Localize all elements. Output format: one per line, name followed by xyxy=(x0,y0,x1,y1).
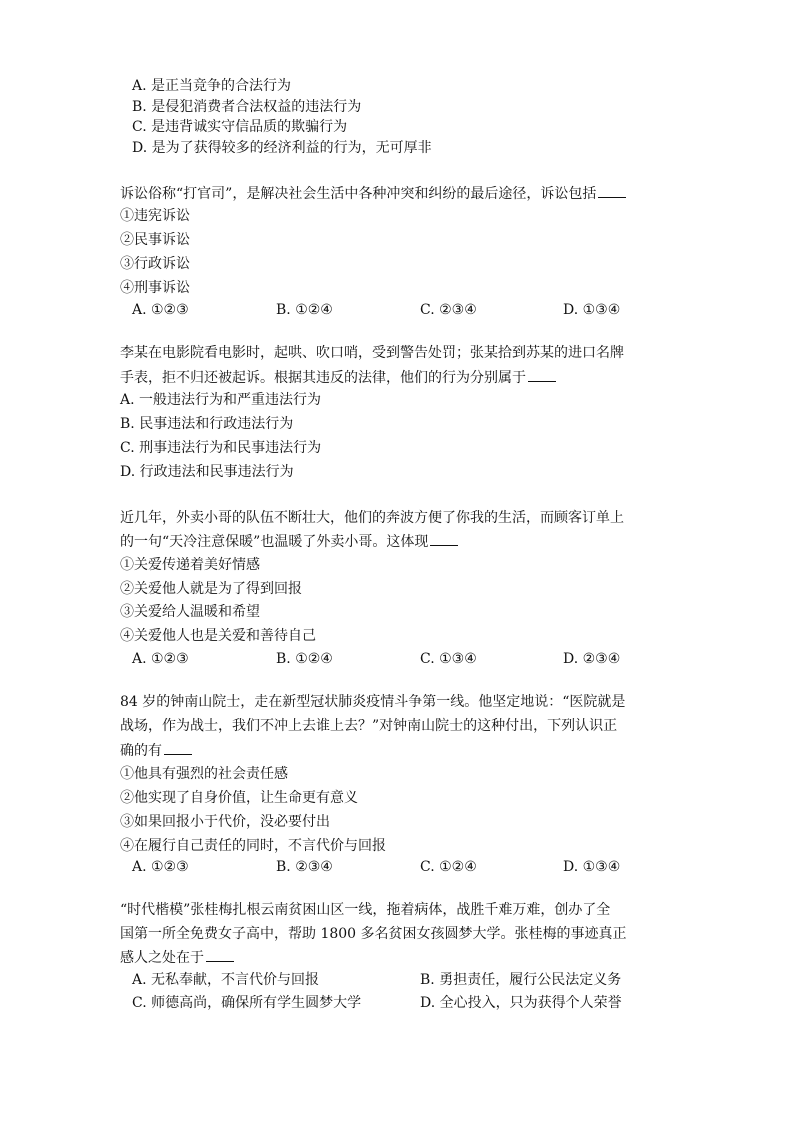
q6-choice-b: B. 勇担责任，履行公民法定义务 xyxy=(420,972,622,988)
q5-choice-a: A. ①②③ xyxy=(132,859,189,875)
q4-choice-c: C. ①③④ xyxy=(420,651,477,667)
q5-stem-line-1: 84 岁的钟南山院士，走在新型冠状肺炎疫情斗争第一线。他坚定地说：“医院就是 xyxy=(120,694,626,710)
q5-choice-b: B. ②③④ xyxy=(276,859,333,875)
q1-option-d: D. 是为了获得较多的经济利益的行为，无可厚非 xyxy=(132,140,432,156)
q4-choice-a: A. ①②③ xyxy=(132,651,189,667)
q3-option-b: B. 民事违法和行政违法行为 xyxy=(120,416,294,432)
q5-item-1: ①他具有强烈的社会责任感 xyxy=(120,766,288,782)
q1-option-c: C. 是违背诚实守信品质的欺骗行为 xyxy=(132,119,348,135)
q4-stem-line-2-text: 的一句“天冷注意保暖”也温暖了外卖小哥。这体现 xyxy=(120,534,429,550)
answer-blank xyxy=(430,531,458,546)
q5-stem-line-3 xyxy=(120,740,192,761)
q3-stem-line-2-text: 手表，拒不归还被起诉。根据其违反的法律，他们的行为分别属于 xyxy=(120,370,526,386)
q2-item-3: ③行政诉讼 xyxy=(120,256,190,272)
q2-item-1: ①违宪诉讼 xyxy=(120,208,190,224)
answer-blank xyxy=(598,183,626,198)
q6-choice-a: A. 无私奉献，不言代价与回报 xyxy=(132,972,320,988)
q4-choice-d: D. ②③④ xyxy=(563,651,621,667)
q6-choice-d: D. 全心投入，只为获得个人荣誉 xyxy=(420,995,622,1011)
q6-stem-line-2: 国第一所全免费女子高中，帮助 1800 多名贫困女孩圆梦大学。张桂梅的事迹真正 xyxy=(120,926,627,942)
q1-option-b: B. 是侵犯消费者合法权益的违法行为 xyxy=(132,99,362,115)
answer-blank xyxy=(164,740,192,755)
q5-item-4: ④在履行自己责任的同时，不言代价与回报 xyxy=(120,838,386,854)
answer-blank xyxy=(206,947,234,962)
q2-stem-text: 诉讼俗称“打官司”，是解决社会生活中各种冲突和纠纷的最后途径，诉讼包括 xyxy=(120,186,597,202)
q2-choice-a: A. ①②③ xyxy=(132,302,189,318)
q6-stem-line-3 xyxy=(120,947,234,968)
q3-stem-line-2 xyxy=(120,367,556,388)
q4-item-2: ②关爱他人就是为了得到回报 xyxy=(120,581,302,597)
q2-stem xyxy=(120,183,626,204)
q5-stem-line-3-text: 确的有 xyxy=(120,743,162,759)
q2-choice-d: D. ①③④ xyxy=(563,302,621,318)
q5-item-2: ②他实现了自身价值，让生命更有意义 xyxy=(120,790,358,806)
q2-choice-c: C. ②③④ xyxy=(420,302,477,318)
q3-stem-line-1: 李某在电影院看电影时，起哄、吹口哨，受到警告处罚；张某拾到苏某的进口名牌 xyxy=(120,345,624,361)
q2-item-2: ②民事诉讼 xyxy=(120,232,190,248)
q5-item-3: ③如果回报小于代价，没必要付出 xyxy=(120,814,330,830)
q4-stem-line-1: 近几年，外卖小哥的队伍不断壮大，他们的奔波方便了你我的生活，而顾客订单上 xyxy=(120,510,624,526)
q4-item-1: ①关爱传递着美好情感 xyxy=(120,557,260,573)
q4-item-4: ④关爱他人也是关爱和善待自己 xyxy=(120,628,316,644)
q4-item-3: ③关爱给人温暖和希望 xyxy=(120,604,260,620)
q4-stem-line-2 xyxy=(120,531,458,552)
q3-option-a: A. 一般违法行为和严重违法行为 xyxy=(120,392,322,408)
q5-choice-c: C. ①②④ xyxy=(420,859,477,875)
q1-option-a: A. 是正当竞争的合法行为 xyxy=(132,78,292,94)
q5-stem-line-2: 战场，作为战士，我们不冲上去谁上去？”对钟南山院士的这种付出，下列认识正 xyxy=(120,718,618,734)
q2-choice-b: B. ①②④ xyxy=(276,302,333,318)
q6-choice-c: C. 师德高尚，确保所有学生圆梦大学 xyxy=(132,995,362,1011)
q6-stem-line-1: “时代楷模”张桂梅扎根云南贫困山区一线，拖着病体，战胜千难万难，创办了全 xyxy=(120,902,611,918)
q2-item-4: ④刑事诉讼 xyxy=(120,280,190,296)
answer-blank xyxy=(528,367,556,382)
q6-stem-line-3-text: 感人之处在于 xyxy=(120,950,204,966)
q3-option-c: C. 刑事违法行为和民事违法行为 xyxy=(120,440,322,456)
q5-choice-d: D. ①③④ xyxy=(563,859,621,875)
q3-option-d: D. 行政违法和民事违法行为 xyxy=(120,464,294,480)
q4-choice-b: B. ①②④ xyxy=(276,651,333,667)
